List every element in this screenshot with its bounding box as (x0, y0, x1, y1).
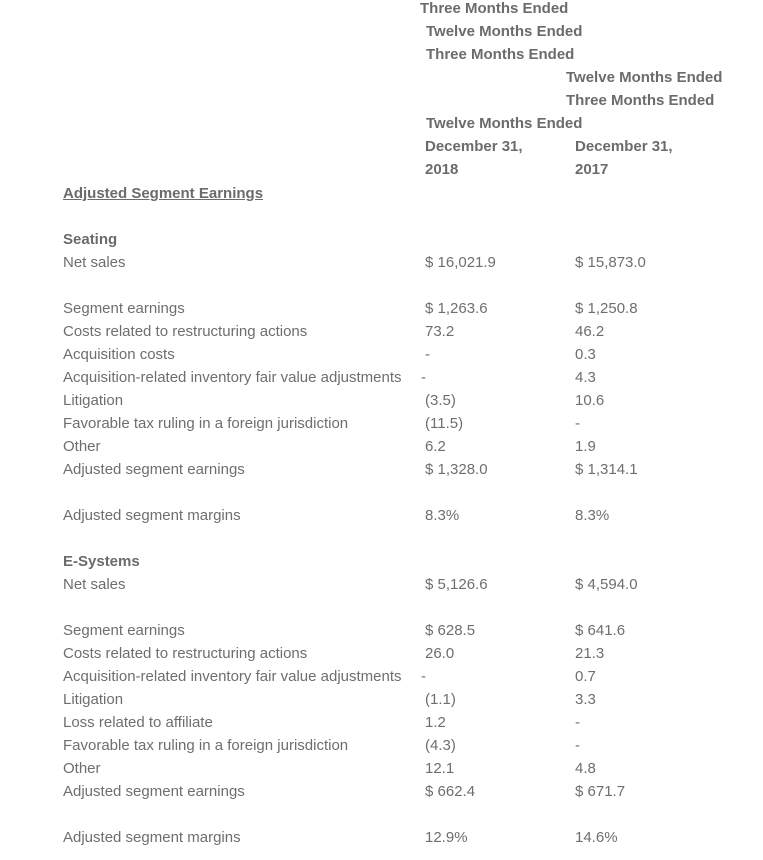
value-2018: $ 16,021.9 (425, 254, 496, 271)
value-2017: - (575, 714, 580, 731)
value-2017: - (575, 415, 580, 432)
header-line: Three Months Ended (426, 46, 575, 63)
col2-year: 2017 (575, 161, 609, 178)
value-2018: $ 628.5 (425, 622, 476, 639)
table-title: Adjusted Segment Earnings (63, 185, 264, 202)
value-2018: 12.1 (425, 760, 455, 777)
table-row (0, 780, 763, 803)
value-2017: $ 15,873.0 (575, 254, 646, 271)
table-row (0, 757, 763, 780)
value-2017: 3.3 (575, 691, 596, 708)
value-2017: $ 4,594.0 (575, 576, 638, 593)
value-2018: 8.3% (425, 507, 460, 524)
value-2017: 46.2 (575, 323, 605, 340)
section-heading (0, 228, 763, 251)
col1-year: 2018 (425, 161, 459, 178)
value-2018: - (421, 668, 426, 685)
row-label: Adjusted segment earnings (63, 461, 245, 478)
value-2017: $ 1,250.8 (575, 300, 638, 317)
table-row (0, 504, 763, 527)
table-row (0, 711, 763, 734)
row-label: Acquisition-related inventory fair value adjustments (63, 369, 402, 386)
row-label: Favorable tax ruling in a foreign jurisdiction (63, 737, 349, 754)
header-line: Three Months Ended (420, 0, 569, 17)
row-label: Litigation (63, 392, 124, 409)
section-heading (0, 550, 763, 573)
row-label: Net sales (63, 576, 126, 593)
col2-date: December 31, (575, 138, 673, 155)
col1-date: December 31, (425, 138, 523, 155)
value-2017: 0.7 (575, 668, 596, 685)
table-row (0, 573, 763, 596)
value-2017: $ 671.7 (575, 783, 626, 800)
table-row (0, 320, 763, 343)
header-line: Twelve Months Ended (426, 115, 583, 132)
value-2017: 10.6 (575, 392, 605, 409)
row-label: Acquisition costs (63, 346, 175, 363)
table-row (0, 389, 763, 412)
section-name: E-Systems (63, 553, 140, 570)
header-line: Twelve Months Ended (566, 69, 723, 86)
table-row (0, 734, 763, 757)
table-row (0, 619, 763, 642)
value-2018: $ 1,263.6 (425, 300, 488, 317)
row-label: Acquisition-related inventory fair value adjustments (63, 668, 402, 685)
table-row (0, 458, 763, 481)
table-row (0, 665, 763, 688)
row-label: Other (63, 760, 101, 777)
value-2018: 6.2 (425, 438, 446, 455)
value-2017: 1.9 (575, 438, 596, 455)
table-row (0, 435, 763, 458)
row-label: Other (63, 438, 101, 455)
table-row (0, 251, 763, 274)
value-2017: 4.3 (575, 369, 596, 386)
value-2017: 21.3 (575, 645, 605, 662)
value-2018: 26.0 (425, 645, 455, 662)
value-2018: (3.5) (425, 392, 456, 409)
row-label: Loss related to affiliate (63, 714, 213, 731)
row-label: Segment earnings (63, 300, 185, 317)
table-row (0, 366, 763, 389)
value-2018: $ 662.4 (425, 783, 476, 800)
row-label: Costs related to restructuring actions (63, 323, 308, 340)
value-2018: - (425, 346, 430, 363)
value-2017: $ 1,314.1 (575, 461, 638, 478)
row-label: Net sales (63, 254, 126, 271)
value-2018: 1.2 (425, 714, 446, 731)
value-2017: 14.6% (575, 829, 618, 846)
value-2017: - (575, 737, 580, 754)
value-2017: 0.3 (575, 346, 596, 363)
table-row (0, 297, 763, 320)
value-2017: 8.3% (575, 507, 610, 524)
value-2018: (4.3) (425, 737, 456, 754)
table-row (0, 826, 763, 849)
row-label: Adjusted segment earnings (63, 783, 245, 800)
table-row (0, 688, 763, 711)
value-2018: - (421, 369, 426, 386)
value-2018: $ 5,126.6 (425, 576, 488, 593)
value-2018: $ 1,328.0 (425, 461, 488, 478)
value-2018: 12.9% (425, 829, 468, 846)
row-label: Costs related to restructuring actions (63, 645, 308, 662)
table-row (0, 343, 763, 366)
section-name: Seating (63, 231, 118, 248)
table-row (0, 412, 763, 435)
value-2017: $ 641.6 (575, 622, 626, 639)
row-label: Favorable tax ruling in a foreign jurisdiction (63, 415, 349, 432)
value-2018: 73.2 (425, 323, 455, 340)
header-line: Three Months Ended (566, 92, 715, 109)
value-2017: 4.8 (575, 760, 596, 777)
value-2018: (1.1) (425, 691, 456, 708)
row-label: Adjusted segment margins (63, 507, 241, 524)
row-label: Segment earnings (63, 622, 185, 639)
table-row (0, 642, 763, 665)
header-line: Twelve Months Ended (426, 23, 583, 40)
row-label: Adjusted segment margins (63, 829, 241, 846)
value-2018: (11.5) (425, 415, 464, 432)
row-label: Litigation (63, 691, 124, 708)
